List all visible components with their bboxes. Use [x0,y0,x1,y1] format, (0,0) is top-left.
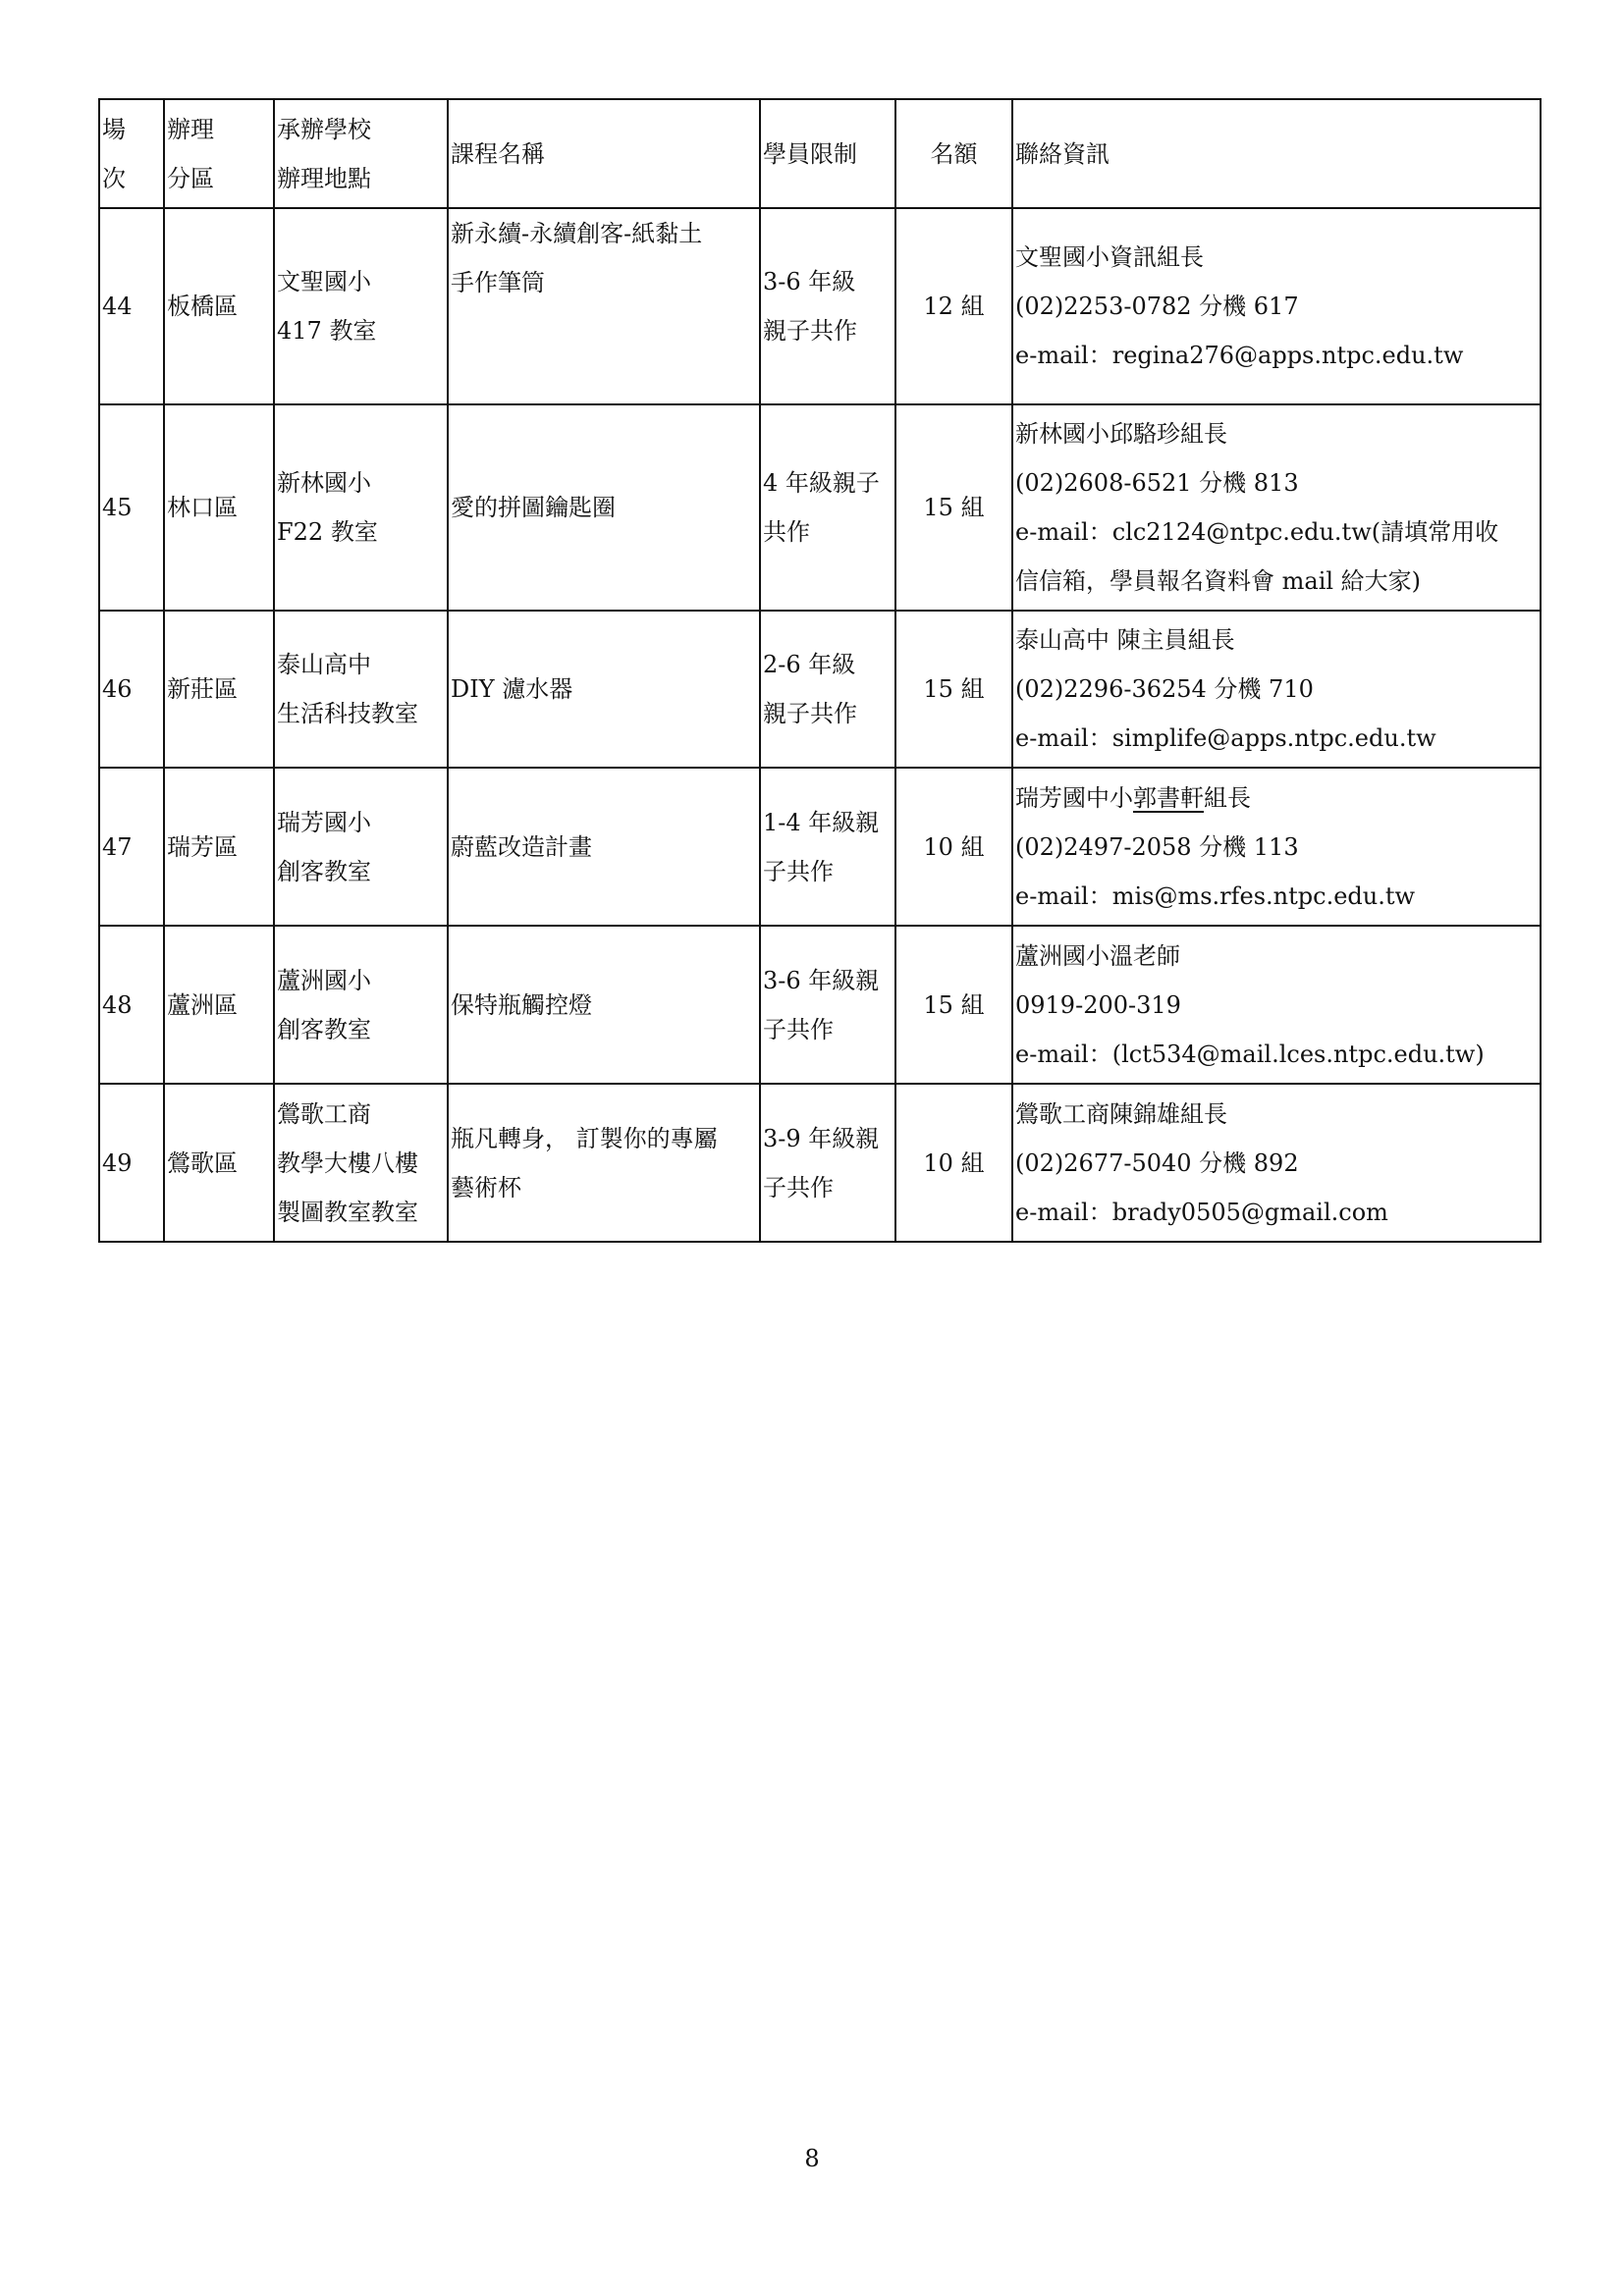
restriction-line: 親子共作 [763,700,857,727]
school-line: 創客教室 [277,1015,371,1043]
session-cell: 46 [99,611,164,768]
header-school-line: 辦理地點 [277,164,371,192]
contact-line: 鶯歌工商陳錦雄組長 [1015,1099,1227,1128]
table-row [99,768,1541,926]
header-restriction: 學員限制 [760,99,895,208]
course-line: 新永續-永續創客-紙黏土 [451,220,703,247]
session-cell: 48 [99,926,164,1084]
contact-email: e-mail：mis@ms.rfes.ntpc.edu.tw [1015,881,1416,910]
table-row [99,611,1541,768]
restriction-line: 子共作 [763,1173,834,1201]
quota-cell: 15 組 [895,611,1012,768]
session-cell: 45 [99,404,164,611]
school-line: 417 教室 [277,317,377,345]
contact-cell [1012,1084,1541,1242]
table-row [99,926,1541,1084]
school-line: 蘆洲國小 [277,966,371,994]
restriction-line: 3-9 年級親 [763,1124,880,1152]
contact-line: (02)2497-2058 分機 113 [1015,832,1299,861]
table-row [99,1084,1541,1242]
quota-cell: 15 組 [895,926,1012,1084]
workshop-schedule-table [98,98,1542,1243]
course-cell [448,208,760,404]
contact-cell [1012,611,1541,768]
quota-cell: 10 組 [895,1084,1012,1242]
table-row [99,208,1541,404]
header-quota: 名額 [895,99,1012,208]
restriction-line: 2-6 年級 [763,651,856,678]
restriction-cell [760,208,895,404]
header-district-line: 分區 [167,164,214,192]
contact-line: (02)2296-36254 分機 710 [1015,675,1314,703]
school-cell [274,611,448,768]
course-cell: 保特瓶觸控燈 [448,926,760,1084]
restriction-cell [760,404,895,611]
header-contact: 聯絡資訊 [1012,99,1541,208]
header-course: 課程名稱 [448,99,760,208]
contact-cell [1012,208,1541,404]
school-cell [274,208,448,404]
course-cell: 蔚藍改造計畫 [448,768,760,926]
restriction-cell [760,1084,895,1242]
restriction-line: 4 年級親子 [763,469,880,497]
school-cell [274,1084,448,1242]
contact-email: e-mail：regina276@apps.ntpc.edu.tw [1015,342,1464,369]
restriction-line: 共作 [763,518,810,546]
course-line: 藝術杯 [451,1173,521,1201]
header-district [164,99,274,208]
school-cell [274,926,448,1084]
session-cell: 44 [99,208,164,404]
contact-cell [1012,768,1541,926]
quota-cell: 15 組 [895,404,1012,611]
header-school-line: 承辦學校 [277,115,371,143]
session-cell: 49 [99,1084,164,1242]
header-session-line: 次 [102,164,126,192]
course-line: 手作筆筒 [451,269,545,296]
restriction-cell [760,611,895,768]
course-line: 瓶凡轉身， 訂製你的專屬 [451,1124,718,1152]
contact-name-line [1015,774,1540,823]
restriction-line: 1-4 年級親 [763,808,880,836]
header-district-line: 辦理 [167,115,214,143]
contact-line: 信信箱，學員報名資料會 mail 給大家) [1015,567,1422,595]
school-line: 創客教室 [277,857,371,885]
restriction-cell [760,926,895,1084]
contact-cell [1012,404,1541,611]
header-row [99,99,1541,208]
header-session [99,99,164,208]
school-line: 瑞芳國小 [277,808,371,836]
contact-line: 文聖國小資訊組長 [1015,243,1204,271]
school-line: 教學大樓八樓 [277,1148,418,1177]
district-cell: 板橋區 [164,208,274,404]
school-cell [274,768,448,926]
contact-email: e-mail：(lct534@mail.lces.ntpc.edu.tw) [1015,1040,1485,1068]
district-cell: 林口區 [164,404,274,611]
contact-email: e-mail：brady0505@gmail.com [1015,1198,1388,1226]
restriction-line: 3-6 年級親 [763,966,880,994]
header-session-line: 場 [102,115,126,143]
school-line: 生活科技教室 [277,700,418,727]
course-cell: 愛的拼圖鑰匙圈 [448,404,760,611]
school-line: 鶯歌工商 [277,1099,371,1128]
course-cell [448,1084,760,1242]
school-cell [274,404,448,611]
restriction-line: 子共作 [763,857,834,885]
contact-line: 蘆洲國小溫老師 [1015,941,1180,970]
contact-line: (02)2677-5040 分機 892 [1015,1148,1299,1177]
school-line: 泰山高中 [277,651,371,678]
school-line: 製圖教室教室 [277,1198,418,1226]
contact-cell [1012,926,1541,1084]
restriction-line: 子共作 [763,1015,834,1043]
district-cell: 瑞芳區 [164,768,274,926]
session-cell: 47 [99,768,164,926]
district-cell: 蘆洲區 [164,926,274,1084]
restriction-line: 3-6 年級 [763,268,856,295]
contact-line: (02)2253-0782 分機 617 [1015,293,1299,320]
district-cell: 新莊區 [164,611,274,768]
school-line: F22 教室 [277,518,378,546]
contact-line: (02)2608-6521 分機 813 [1015,469,1299,497]
contact-line: 新林國小邱駱珍組長 [1015,420,1227,448]
quota-cell: 10 組 [895,768,1012,926]
contact-name-suffix: 組長 [1204,783,1251,812]
contact-name-underlined: 郭書軒 [1133,783,1204,812]
contact-email: e-mail：simplife@apps.ntpc.edu.tw [1015,724,1436,752]
course-cell: DIY 濾水器 [448,611,760,768]
school-line: 新林國小 [277,469,371,497]
school-line: 文聖國小 [277,268,371,295]
contact-line: 泰山高中 陳主員組長 [1015,626,1235,654]
quota-cell: 12 組 [895,208,1012,404]
restriction-line: 親子共作 [763,317,857,345]
contact-email: e-mail：clc2124@ntpc.edu.tw(請填常用收 [1015,518,1499,546]
district-cell: 鶯歌區 [164,1084,274,1242]
header-school [274,99,448,208]
page-number: 8 [804,2145,820,2172]
contact-line: 0919-200-319 [1015,990,1181,1019]
restriction-cell [760,768,895,926]
table-row [99,404,1541,611]
contact-name-prefix: 瑞芳國中小 [1015,783,1133,812]
